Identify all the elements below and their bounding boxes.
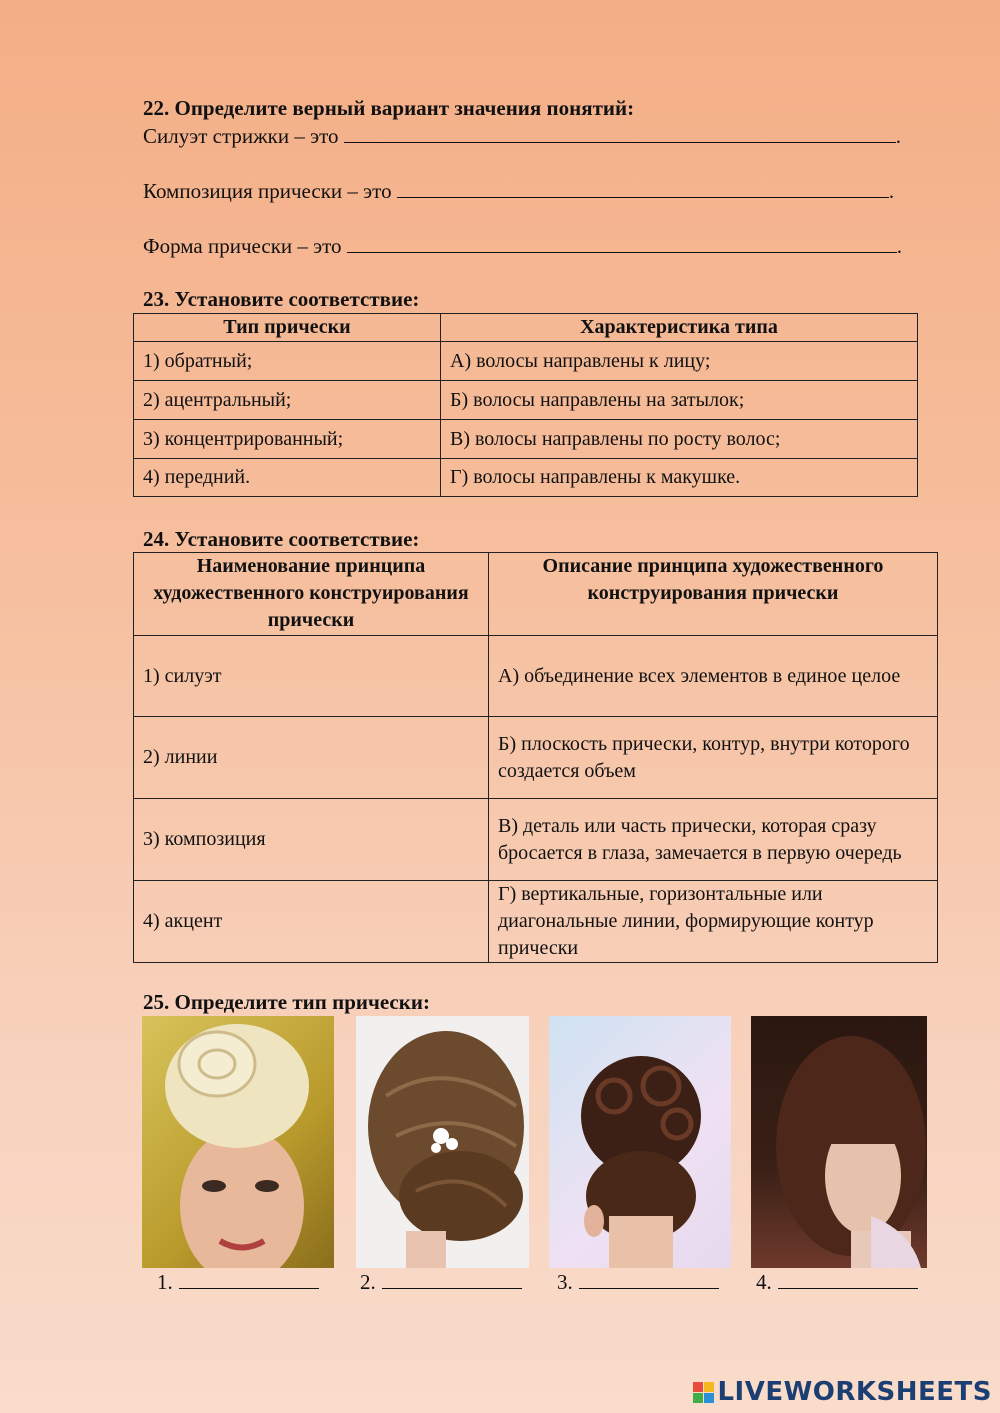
answer-blank-1[interactable] bbox=[344, 124, 896, 143]
liveworksheets-icon bbox=[693, 1382, 714, 1403]
answer-number-4: 4. bbox=[756, 1270, 772, 1294]
answer-line-2[interactable] bbox=[382, 1270, 522, 1289]
answer-line-1[interactable] bbox=[179, 1270, 319, 1289]
q23-cell: 3) концентрированный; bbox=[134, 420, 441, 459]
q23-cell: 1) обратный; bbox=[134, 342, 441, 381]
q25-answer-3 bbox=[557, 1270, 719, 1295]
liveworksheets-logo bbox=[693, 1377, 992, 1407]
q24-header-name: Наименование принципа художественного конструирования прически bbox=[134, 553, 489, 636]
q24-cell: А) объединение всех элементов в единое целое bbox=[489, 636, 938, 717]
q22-label-2: Композиция прически – это bbox=[143, 179, 392, 203]
q25-answer-4 bbox=[756, 1270, 918, 1295]
q22-label-1: Силуэт стрижки – это bbox=[143, 124, 339, 148]
answer-line-3[interactable] bbox=[579, 1270, 719, 1289]
q24-cell: 4) акцент bbox=[134, 881, 489, 963]
hairstyle-photo-2 bbox=[356, 1016, 529, 1268]
q23-table bbox=[133, 313, 918, 497]
hairstyle-photo-3 bbox=[549, 1016, 731, 1268]
q23-header-characteristic: Характеристика типа bbox=[441, 314, 918, 342]
answer-blank-2[interactable] bbox=[397, 179, 889, 198]
q24-cell: Б) плоскость прически, контур, внутри которого создается объем bbox=[489, 717, 938, 799]
answer-blank-3[interactable] bbox=[347, 234, 897, 253]
q23-cell: Г) волосы направлены к макушке. bbox=[441, 459, 918, 497]
hairstyle-photo-4 bbox=[751, 1016, 927, 1268]
q23-header-type: Тип прически bbox=[134, 314, 441, 342]
q24-cell: Г) вертикальные, горизонтальные или диагональные линии, формирующие контур прически bbox=[489, 881, 938, 963]
q22-line-composition bbox=[143, 179, 894, 204]
q22-end-1: . bbox=[895, 124, 902, 148]
q24-cell: 3) композиция bbox=[134, 799, 489, 881]
q25-answer-1 bbox=[157, 1270, 319, 1295]
q24-title: 24. Установите соответствие: bbox=[143, 527, 420, 551]
q24-cell: В) деталь или часть прически, которая сразу бросается в глаза, замечается в первую очередь bbox=[489, 799, 938, 881]
q24-header-description: Описание принципа художественного конструирования прически bbox=[489, 553, 938, 636]
q23-cell: Б) волосы направлены на затылок; bbox=[441, 381, 918, 420]
hairstyle-photo-1 bbox=[142, 1016, 334, 1268]
q25-title: 25. Определите тип прически: bbox=[143, 990, 430, 1014]
q22-end-3: . bbox=[896, 234, 903, 258]
q22-label-3: Форма прически – это bbox=[143, 234, 342, 258]
answer-number-1: 1. bbox=[157, 1270, 173, 1294]
q22-end-2: . bbox=[888, 179, 895, 203]
q22-title: 22. Определите верный вариант значения понятий: bbox=[143, 96, 635, 120]
liveworksheets-text: LIVEWORKSHEETS bbox=[717, 1377, 992, 1407]
answer-number-2: 2. bbox=[360, 1270, 376, 1294]
q24-cell: 2) линии bbox=[134, 717, 489, 799]
answer-number-3: 3. bbox=[557, 1270, 573, 1294]
q24-table bbox=[133, 552, 938, 963]
q23-cell: 2) ацентральный; bbox=[134, 381, 441, 420]
q24-cell: 1) силуэт bbox=[134, 636, 489, 717]
q22-line-form bbox=[143, 234, 902, 259]
q23-cell: В) волосы направлены по росту волос; bbox=[441, 420, 918, 459]
answer-line-4[interactable] bbox=[778, 1270, 918, 1289]
q23-cell: 4) передний. bbox=[134, 459, 441, 497]
q25-answer-2 bbox=[360, 1270, 522, 1295]
q23-title: 23. Установите соответствие: bbox=[143, 287, 420, 311]
q22-line-silhouette bbox=[143, 124, 901, 149]
q23-cell: А) волосы направлены к лицу; bbox=[441, 342, 918, 381]
